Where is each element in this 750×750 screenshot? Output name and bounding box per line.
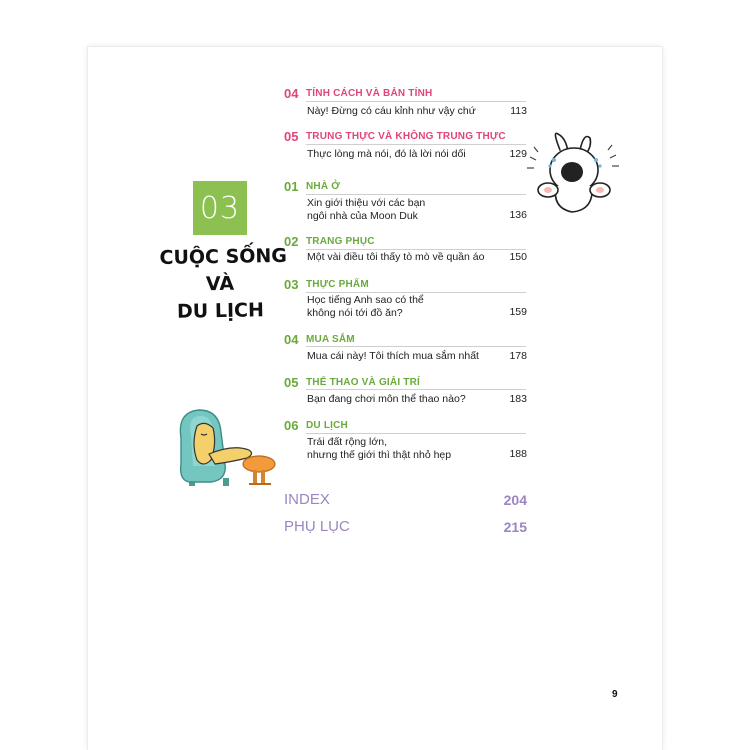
section-number: 02 <box>284 234 299 249</box>
toc-entry-line: Bạn đang chơi môn thể thao nào? <box>307 393 466 405</box>
section-title: TRUNG THỰC VÀ KHÔNG TRUNG THỰC <box>306 131 506 142</box>
chapter-number: 03 <box>199 190 241 226</box>
section-title: TÍNH CÁCH VÀ BẢN TÍNH <box>306 88 433 99</box>
sleeping-character-armchair-illustration <box>175 404 283 494</box>
section-title: THỂ THAO VÀ GIẢI TRÍ <box>306 377 420 388</box>
toc-entry-line: Mua cái này! Tôi thích mua sắm nhất <box>307 350 479 362</box>
section-number: 03 <box>284 277 299 292</box>
section-divider <box>306 144 526 145</box>
section-divider <box>306 101 526 102</box>
toc-entry-text <box>307 197 497 223</box>
toc-entry-text <box>307 436 497 462</box>
section-divider <box>306 433 526 434</box>
section-title: NHÀ Ở <box>306 181 340 192</box>
section-divider <box>306 249 526 250</box>
toc-entry-line: không nói tới đồ ăn? <box>307 307 403 319</box>
toc-entry-text <box>307 350 497 363</box>
section-number: 04 <box>284 86 299 101</box>
section-number: 06 <box>284 418 299 433</box>
section-title: DU LỊCH <box>306 420 348 431</box>
section-number: 04 <box>284 332 299 347</box>
chapter-title-line: DU LỊCH <box>176 299 265 323</box>
toc-entry-page: 150 <box>509 251 527 263</box>
chapter-title-line: CUỘC SỐNG <box>159 244 288 270</box>
toc-entry-text: Thực lòng mà nói, đó là lời nói dối <box>307 148 466 160</box>
toc-entry-line: Học tiếng Anh sao có thể <box>307 294 424 306</box>
toc-entry-page: 159 <box>509 306 527 318</box>
index-page: 204 <box>503 492 527 508</box>
section-divider <box>306 346 526 347</box>
section-divider <box>306 389 526 390</box>
toc-entry-page: 136 <box>509 209 527 221</box>
appendix-page: 215 <box>503 519 527 535</box>
section-title: THỰC PHẨM <box>306 279 369 290</box>
section-number: 05 <box>284 375 299 390</box>
toc-entry-page: 188 <box>509 448 527 460</box>
page-number: 9 <box>612 689 618 700</box>
toc-entry-page: 129 <box>509 148 527 160</box>
section-number: 01 <box>284 179 299 194</box>
section-title: TRANG PHỤC <box>306 236 375 247</box>
section-divider <box>306 194 526 195</box>
toc-entry-text <box>307 393 497 406</box>
toc-entry-page: 178 <box>509 350 527 362</box>
toc-entry-page: 183 <box>509 393 527 405</box>
chapter-title-line: VÀ <box>205 272 235 296</box>
section-number: 05 <box>284 129 299 144</box>
toc-entry-text <box>307 294 497 320</box>
toc-entry-page: 113 <box>510 105 527 117</box>
section-title: MUA SẮM <box>306 334 355 345</box>
toc-entry-line: ngôi nhà của Moon Duk <box>307 210 418 222</box>
toc-entry-line: Xin giới thiệu với các bạn <box>307 197 426 209</box>
toc-entry-line: nhưng thế giới thì thật nhỏ hẹp <box>307 449 452 461</box>
toc-entry-text <box>307 251 497 264</box>
appendix-label: PHỤ LỤC <box>284 518 350 535</box>
chapter-title <box>159 243 288 326</box>
section-divider <box>306 292 526 293</box>
toc-entry-line: Một vài điều tôi thấy tò mò về quần áo <box>307 251 485 263</box>
toc-entry-text: Này! Đừng có cáu kỉnh như vậy chứ <box>307 105 476 117</box>
toc-entry-line: Trái đất rộng lớn, <box>307 436 388 448</box>
chapter-number-box <box>193 181 247 235</box>
index-label: INDEX <box>284 491 330 508</box>
crying-rabbit-illustration <box>522 128 632 220</box>
